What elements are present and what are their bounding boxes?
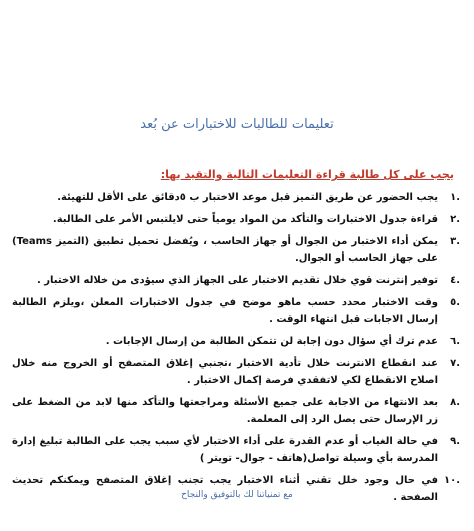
list-item — [12, 294, 460, 328]
item-number: ٨. — [450, 397, 460, 408]
item-text: يجب الحضور عن طريق التميز قبل موعد الاختبار ب ٥دقائق على الأقل للتهيئة. — [57, 192, 438, 203]
document-title: تعليمات للطالبات للاختبارات عن بُعد — [140, 117, 334, 132]
item-number: ٤. — [450, 275, 460, 286]
list-item — [12, 355, 460, 389]
list-item — [12, 333, 460, 350]
item-number: ٦. — [450, 336, 460, 347]
item-number: ٣. — [450, 236, 460, 247]
item-number: ٩. — [450, 436, 460, 447]
item-text: عند انقطاع الانترنت خلال تأدية الاختبار ،تجنبي إغلاق المتصفح أو الخروج منه خلال اصلاح الانقطاع لكي لاتفقدي فرصة إكمال الاختبار . — [12, 358, 438, 386]
item-number: ٢. — [450, 214, 460, 225]
item-number: ٧. — [450, 358, 460, 369]
instructions-list — [12, 189, 460, 511]
item-text: في حال وجود خلل تقني أثناء الاختبار يجب تجنب إغلاق المتصفح ويمكنكم تحديث الصفحة . — [12, 475, 438, 503]
document-subtitle: يجب على كل طالبة قراءة التعليمات التالية والتقيد بها: — [160, 168, 454, 181]
list-item — [12, 272, 460, 289]
item-text: في حالة الغياب أو عدم القدرة على أداء الاختبار لأي سبب يجب على الطالبة تبليغ إدارة المدرسة بأي وسيلة تواصل(هاتف - جوال- تويتر ) — [12, 436, 438, 464]
item-text: وقت الاختبار محدد حسب ماهو موضح في جدول الاختبارات المعلن ،ويلزم الطالبة إرسال الاجابات قبل انتهاء الوقت . — [12, 297, 438, 325]
item-text: بعد الانتهاء من الاجابة على جميع الأسئلة ومراجعتها والتأكد منها لابد من الضغط على زر الإرسال حتى يصل الرد إلى المعلمة. — [12, 397, 438, 425]
list-item — [12, 211, 460, 228]
list-item — [12, 394, 460, 428]
list-item — [12, 472, 460, 506]
list-item — [12, 189, 460, 206]
list-item — [12, 233, 460, 267]
closing-text: مع تمنياتنا لك بالتوفيق والنجاح — [181, 490, 293, 500]
item-text: قراءة جدول الاختبارات والتأكد من المواد يومياً حتى لايلتبس الأمر على الطالبة. — [52, 214, 438, 225]
item-text: عدم ترك أي سؤال دون إجابة لن تتمكن الطالبة من إرسال الإجابات . — [105, 336, 438, 347]
item-text: يمكن أداء الاختبار من الجوال أو جهاز الحاسب ، ويُفضل تحميل تطبيق (التميز Teams) على جهاز الحاسب أو الجوال. — [12, 236, 438, 264]
list-item — [12, 433, 460, 467]
item-text: توفير إنترنت قوي خلال تقديم الاختبار على الجهاز الذي سيؤدى من خلاله الاختبار . — [36, 275, 438, 286]
item-number: ١. — [450, 192, 460, 203]
item-number: ١٠. — [443, 475, 460, 486]
item-number: ٥. — [450, 297, 460, 308]
